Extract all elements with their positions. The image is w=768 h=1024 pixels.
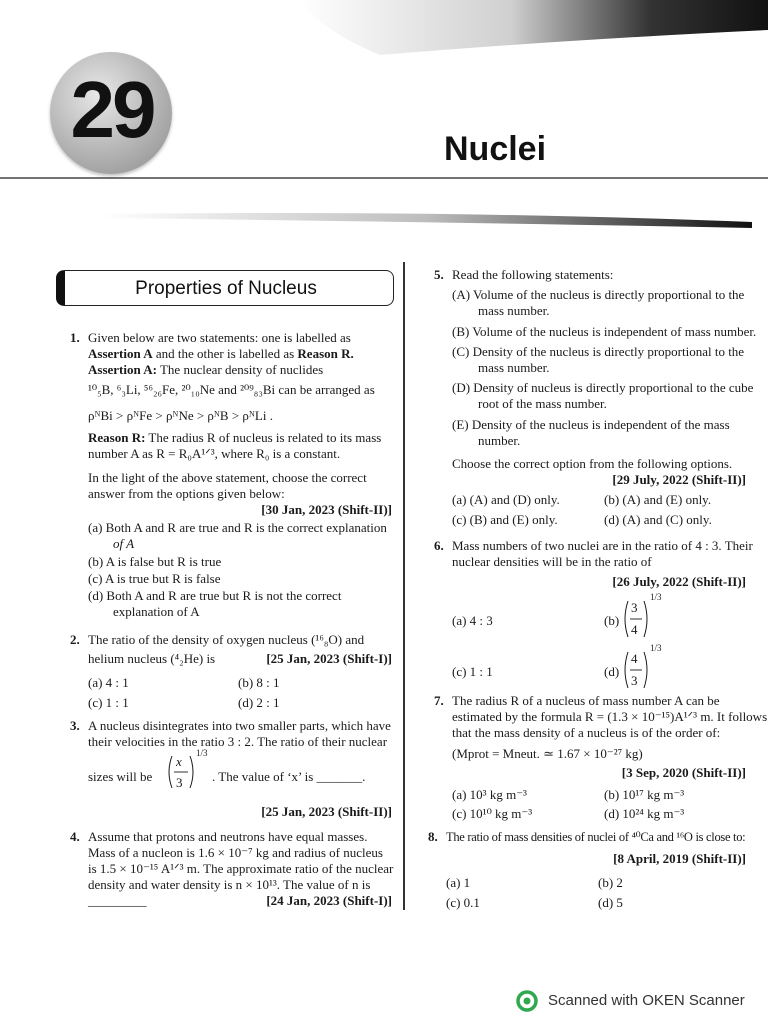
question-1-option-a: (a) Both A and R are true and R is the correct explanation (88, 520, 387, 535)
question-5-statement-e: (E) Density of the nucleus is independent of the mass (452, 417, 730, 432)
question-8-option-a: (a) 1 (446, 875, 471, 890)
question-6-option-d: (d) (604, 664, 620, 679)
question-2-option-d: (d) 2 : 1 (238, 695, 280, 710)
question-2-text: helium nucleus (⁴₂He) is (88, 651, 216, 666)
question-4-number: 4. (70, 829, 80, 844)
question-3-text: . The value of ‘x’ is _______. (212, 769, 366, 784)
question-1-nuclides: ¹⁰₅B, ⁶₃Li, ⁵⁶₂₆Fe, ²⁰₁₀Ne and ²⁰⁹₈₃Bi can be arranged as (88, 382, 375, 397)
question-6-option-b-numerator: 3 (631, 600, 638, 615)
question-6-option-c: (c) 1 : 1 (452, 664, 493, 679)
question-6-text: Mass numbers of two nuclei are in the ratio of 4 : 3. Their (452, 538, 753, 553)
scanner-watermark: Scanned with OKEN Scanner (548, 992, 745, 1009)
question-7-text: that the mass density of a nucleus is of the order of: (452, 725, 721, 740)
question-5-statement-d: root of the mass number. (478, 396, 607, 411)
question-8-option-d: (d) 5 (598, 895, 623, 910)
question-4-text: density and water density is n × 10¹³. The value of n is (88, 877, 371, 892)
question-1-reason: Reason R: The radius R of nucleus is related to its mass (88, 430, 382, 445)
question-1-option-d: explanation of A (113, 604, 200, 619)
question-6-option-b-denominator: 4 (631, 622, 638, 637)
question-5-option-c: (c) (B) and (E) only. (452, 512, 558, 527)
question-2-text: The ratio of the density of oxygen nucleus (¹⁶₈O) and (88, 632, 365, 647)
question-5-statement-c: mass number. (478, 360, 550, 375)
question-2-reference: [25 Jan, 2023 (Shift-I)] (266, 651, 392, 666)
question-5-statement-c: (C) Density of the nucleus is directly proportional to the (452, 344, 745, 359)
question-6-option-a: (a) 4 : 3 (452, 613, 493, 628)
question-6-option-b-exponent: 1/3 (650, 592, 662, 602)
question-5-statement-b: (B) Volume of the nucleus is independent of mass number. (452, 324, 757, 339)
question-8-text: The ratio of mass densities of nuclei of ⁴⁰Ca and ¹⁶O is close to: (446, 830, 746, 844)
section-heading: Properties of Nucleus (135, 278, 317, 299)
question-3-text: sizes will be (88, 769, 153, 784)
question-5-option-b: (b) (A) and (E) only. (604, 492, 712, 507)
question-4-text: is 1.5 × 10⁻¹⁵ A¹ᐟ³ m. The approximate ratio of the nuclear (88, 861, 394, 876)
question-8-option-c: (c) 0.1 (446, 895, 480, 910)
question-1-text: Given below are two statements: one is labelled as (88, 330, 351, 345)
question-3-reference: [25 Jan, 2023 (Shift-II)] (261, 804, 392, 819)
column-divider (403, 262, 405, 910)
question-7-mass-condition: (Mprot = Mneut. ≃ 1.67 × 10⁻²⁷ kg) (452, 746, 643, 761)
question-1-text: Assertion A and the other is labelled as Reason R. (88, 346, 354, 361)
question-6-option-d-numerator: 4 (631, 651, 638, 666)
chapter-number: 29 (70, 65, 154, 154)
question-1-reference: [30 Jan, 2023 (Shift-II)] (261, 502, 392, 517)
question-8-reference: [8 April, 2019 (Shift-II)] (613, 851, 746, 866)
chapter-title: Nuclei (444, 130, 547, 168)
question-5-statement-d: (D) Density of nucleus is directly proportional to the cube (452, 380, 754, 395)
question-7-option-c: (c) 10¹⁰ kg m⁻³ (452, 806, 533, 821)
question-4-text: Mass of a nucleon is 1.6 × 10⁻⁷ kg and radius of nucleus (88, 845, 383, 860)
question-1-assertion: Assertion A: The nuclear density of nuclides (88, 362, 324, 377)
question-7-option-d: (d) 10²⁴ kg m⁻³ (604, 806, 685, 821)
question-5-statement-a: (A) Volume of the nucleus is directly proportional to the (452, 287, 745, 302)
question-1-instruction: answer from the options given below: (88, 486, 285, 501)
question-2-number: 2. (70, 632, 80, 647)
question-5-reference: [29 July, 2022 (Shift-II)] (612, 472, 746, 487)
scanner-logo-icon (516, 990, 540, 1012)
question-7-option-b: (b) 10¹⁷ kg m⁻³ (604, 787, 685, 802)
question-6-number: 6. (434, 538, 444, 553)
question-4-reference: [24 Jan, 2023 (Shift-I)] (266, 893, 392, 908)
question-5-instruction: Choose the correct option from the following options. (452, 456, 733, 471)
question-1-reason: number A as R = R₀A¹ᐟ³, where R₀ is a constant. (88, 446, 341, 461)
question-2-option-b: (b) 8 : 1 (238, 675, 280, 690)
question-2-option-a: (a) 4 : 1 (88, 675, 129, 690)
question-3-text: their velocities in the ratio 3 : 2. The ratio of their nuclear (88, 734, 388, 749)
question-7-number: 7. (434, 693, 444, 708)
question-4-text: Assume that protons and neutrons have equal masses. (88, 829, 368, 844)
question-5-option-a: (a) (A) and (D) only. (452, 492, 560, 507)
question-1-option-d: (d) Both A and R are true but R is not the correct (88, 588, 342, 603)
question-1-option-c: (c) A is true but R is false (88, 571, 221, 586)
question-1-option-a: of A (113, 536, 135, 551)
question-5-text: Read the following statements: (452, 267, 614, 282)
question-1-density-order: ρᴺBi > ρᴺFe > ρᴺNe > ρᴺB > ρᴺLi . (88, 408, 273, 423)
question-6-option-d-exponent: 1/3 (650, 643, 662, 653)
question-7-text: The radius R of a nucleus of mass number A can be (452, 693, 720, 708)
question-7-option-a: (a) 10³ kg m⁻³ (452, 787, 527, 802)
question-1-option-b: (b) A is false but R is true (88, 554, 222, 569)
question-3-text: A nucleus disintegrates into two smaller parts, which have (88, 718, 391, 733)
question-3-fraction-denominator: 3 (176, 775, 183, 790)
question-3-fraction-numerator: x (176, 754, 182, 769)
question-8-number: 8. (428, 829, 438, 844)
question-5-statement-e: number. (478, 433, 521, 448)
question-2-option-c: (c) 1 : 1 (88, 695, 129, 710)
question-1-number: 1. (70, 330, 80, 345)
question-7-text: estimated by the formula R = (1.3 × 10⁻¹⁵)A¹ᐟ³ m. It follows (452, 709, 768, 724)
question-3-number: 3. (70, 718, 80, 733)
question-8-option-b: (b) 2 (598, 875, 623, 890)
question-6-reference: [26 July, 2022 (Shift-II)] (612, 574, 746, 589)
question-5-number: 5. (434, 267, 444, 282)
question-4-answer-blank: _________ (88, 893, 147, 908)
question-6-option-b: (b) (604, 613, 620, 628)
question-3-exponent: 1/3 (196, 748, 208, 758)
question-5-statement-a: mass number. (478, 303, 550, 318)
question-1-instruction: In the light of the above statement, choose the correct (88, 470, 367, 485)
question-7-reference: [3 Sep, 2020 (Shift-II)] (621, 765, 746, 780)
question-5-option-d: (d) (A) and (C) only. (604, 512, 712, 527)
question-6-option-d-denominator: 3 (631, 673, 638, 688)
question-6-text: nuclear densities will be in the ratio of (452, 554, 652, 569)
